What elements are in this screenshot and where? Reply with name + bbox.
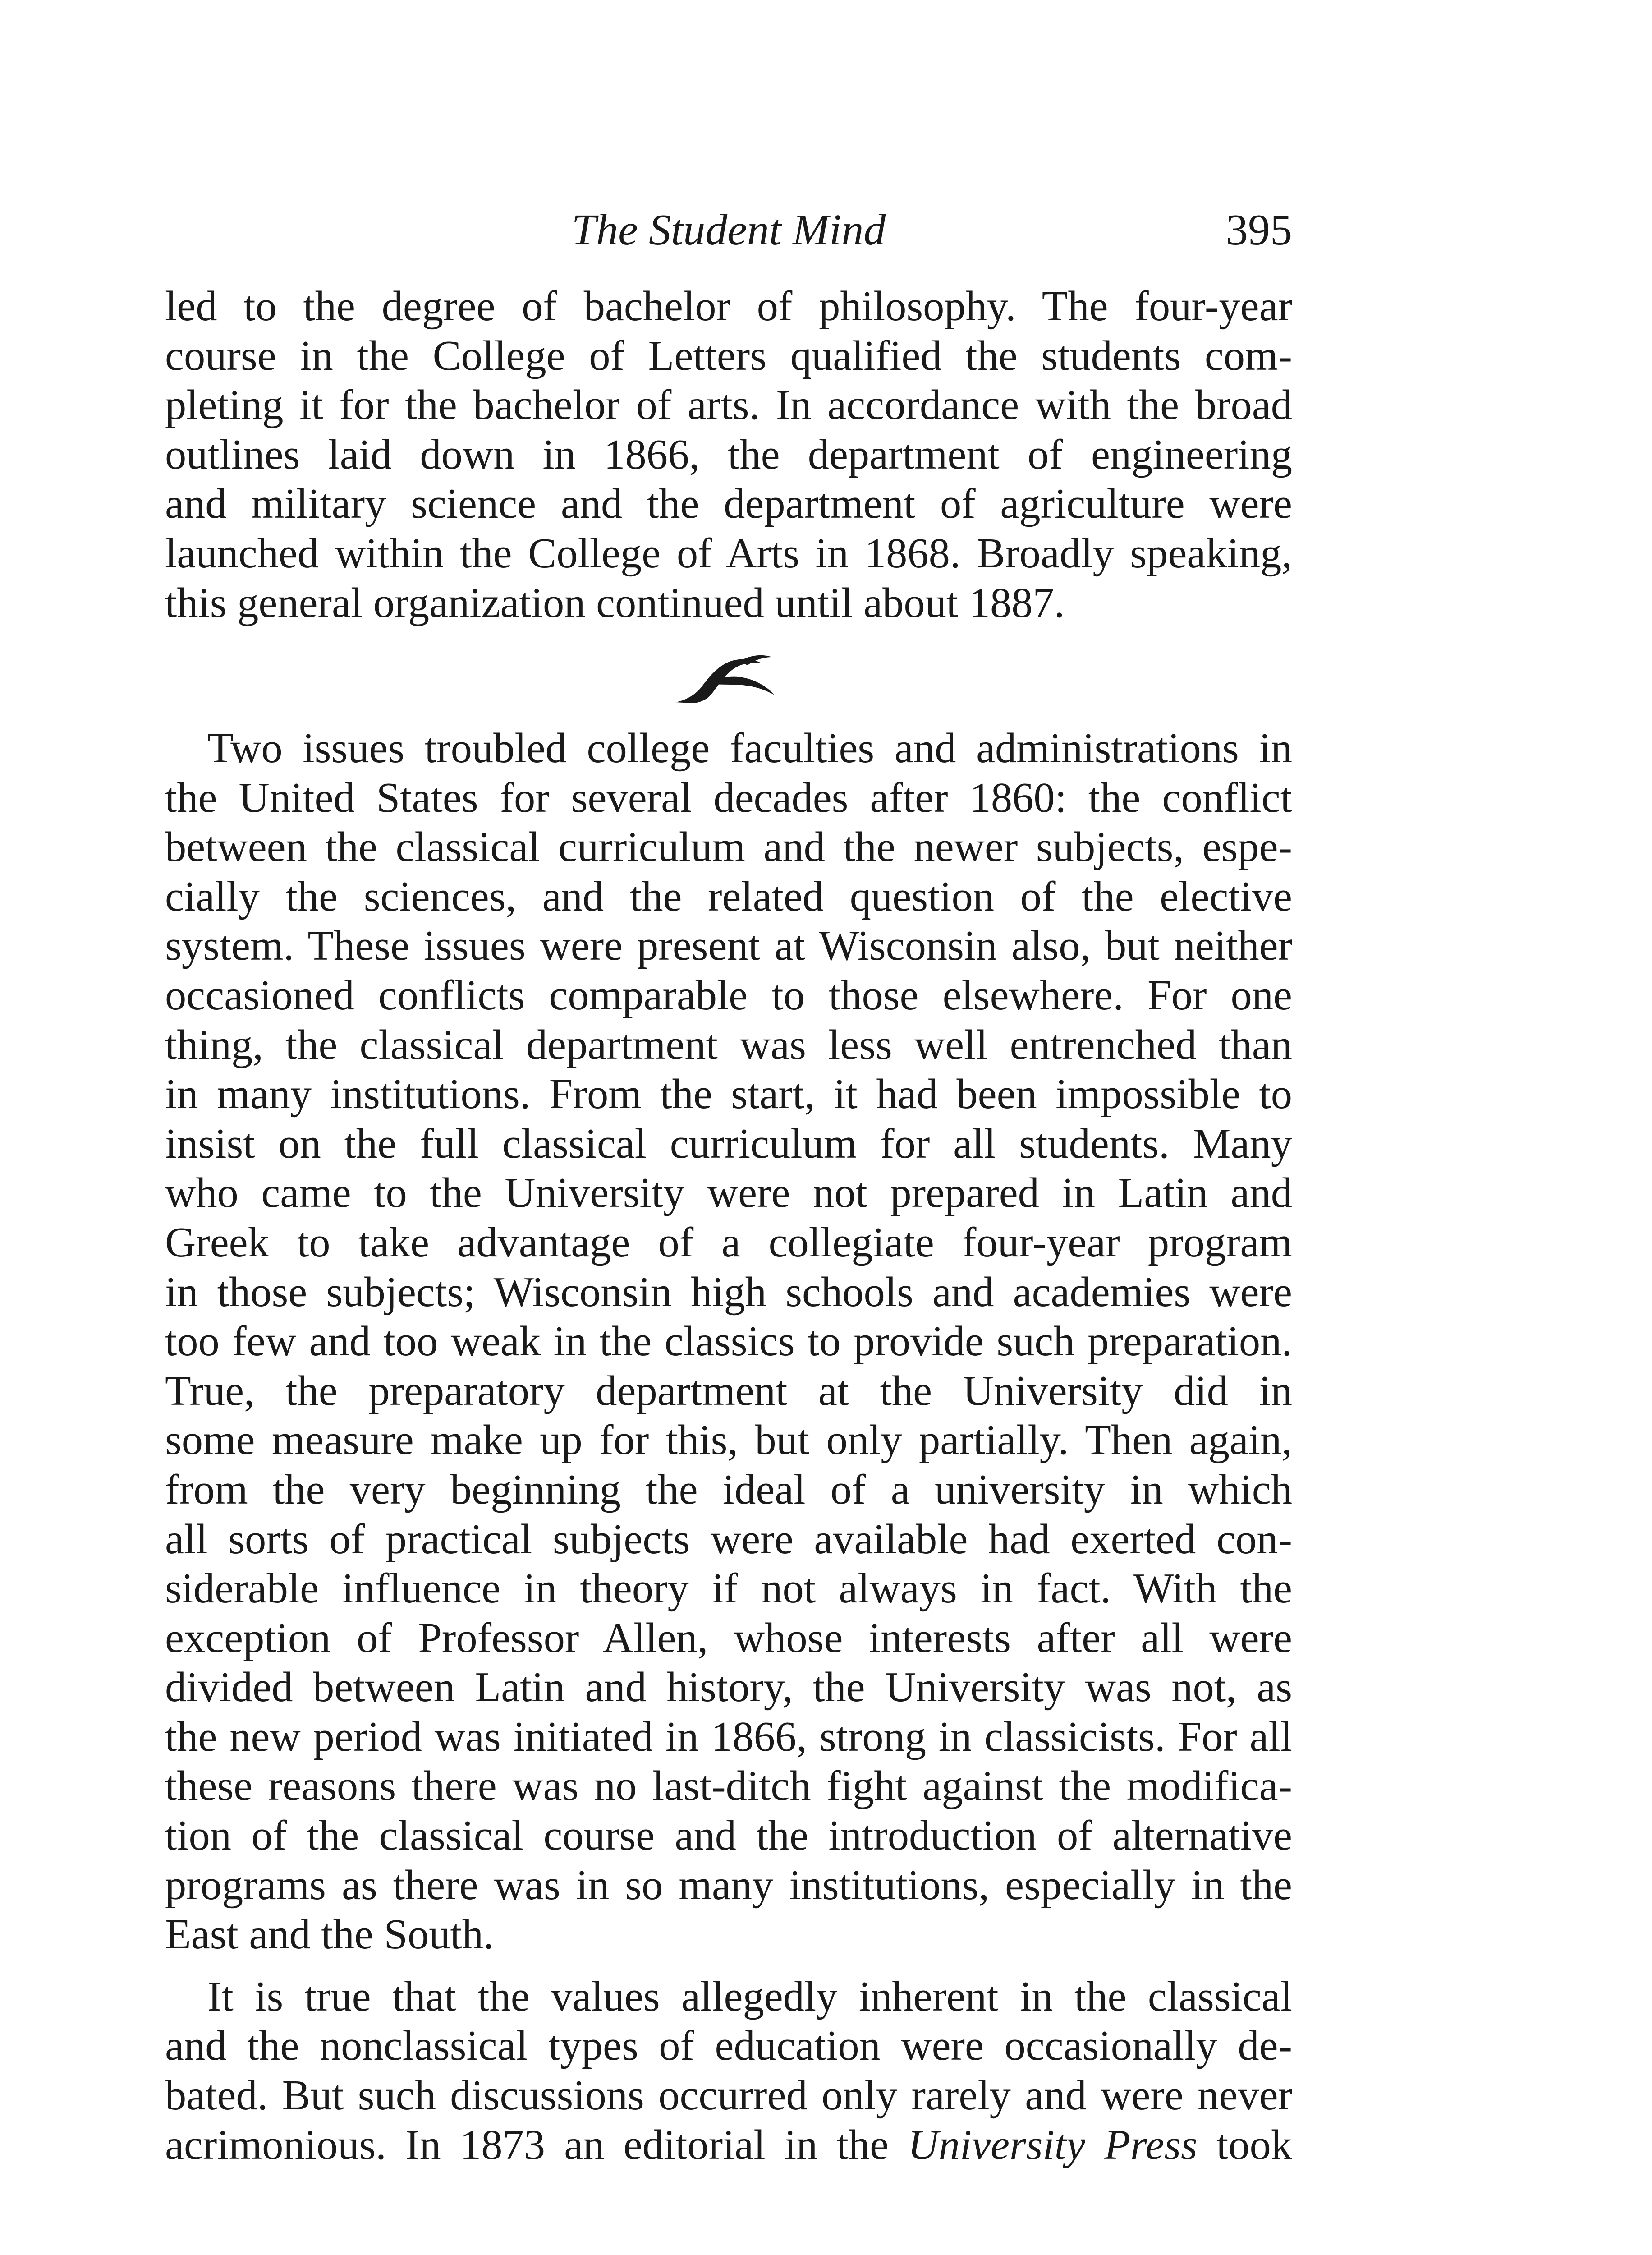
text-line: Two issues troubled college faculties and administrations in: [207, 725, 1292, 772]
text-line: this general organization continued until about 1887.: [165, 579, 1065, 626]
text-line: exception of Professor Allen, whose interests after all were: [165, 1614, 1292, 1661]
page-number: 395: [1226, 206, 1292, 254]
text-line: bated. But such discussions occurred only rarely and were never: [165, 2072, 1292, 2119]
running-head: [165, 198, 1292, 262]
text-line: outlines laid down in 1866, the department of engineering: [165, 431, 1292, 478]
continued-paragraph: [165, 282, 1292, 628]
paragraph: [165, 724, 1292, 1960]
text-line: all sorts of practical subjects were available had exerted con-: [165, 1515, 1292, 1563]
text-run: took: [1197, 2121, 1292, 2168]
text-line: cially the sciences, and the related question of the elective: [165, 873, 1292, 920]
italic-publication-title: University Press: [908, 2121, 1198, 2168]
main-text-block: [165, 724, 1292, 2170]
text-line: divided between Latin and history, the University was not, as: [165, 1664, 1292, 1711]
text-line: tion of the classical course and the introduction of alternative: [165, 1812, 1292, 1859]
text-line: who came to the University were not prepared in Latin and: [165, 1169, 1292, 1217]
text-line: the new period was initiated in 1866, strong in classicists. For all: [165, 1713, 1292, 1760]
text-line: from the very beginning the ideal of a university in which: [165, 1466, 1292, 1513]
fleuron-ornament-icon: [672, 652, 780, 706]
text-line: in those subjects; Wisconsin high schools and academies were: [165, 1268, 1292, 1316]
text-line: the United States for several decades after 1860: the conflict: [165, 774, 1292, 821]
text-line: in many institutions. From the start, it had been impossible to: [165, 1071, 1292, 1118]
text-line: pleting it for the bachelor of arts. In accordance with the broad: [165, 382, 1292, 429]
text-line: and military science and the department of agriculture were: [165, 480, 1292, 528]
text-line: thing, the classical department was less well entrenched than: [165, 1021, 1292, 1068]
text-line: these reasons there was no last-ditch fight against the modifica-: [165, 1763, 1292, 1810]
text-line: occasioned conflicts comparable to those elsewhere. For one: [165, 971, 1292, 1019]
text-line: too few and too weak in the classics to provide such preparation.: [165, 1318, 1292, 1365]
text-line: led to the degree of bachelor of philosophy. The four-year: [165, 283, 1292, 330]
text-line: Greek to take advantage of a collegiate four-year program: [165, 1219, 1292, 1266]
text-line: course in the College of Letters qualified the students com-: [165, 332, 1292, 379]
text-line: some measure make up for this, but only partially. Then again,: [165, 1417, 1292, 1464]
text-line: It is true that the values allegedly inherent in the classical: [207, 1973, 1292, 2020]
text-line: True, the preparatory department at the University did in: [165, 1367, 1292, 1414]
opening-text-block: [165, 282, 1292, 628]
text-line: between the classical curriculum and the newer subjects, espe-: [165, 824, 1292, 871]
text-line: siderable influence in theory if not always in fact. With the: [165, 1565, 1292, 1612]
text-line: launched within the College of Arts in 1868. Broadly speaking,: [165, 529, 1292, 577]
text-line: system. These issues were present at Wisconsin also, but neither: [165, 922, 1292, 970]
text-line-with-title: [165, 2121, 1292, 2170]
text-line: East and the South.: [165, 1911, 494, 1958]
paragraph: [165, 1972, 1292, 2170]
text-line: programs as there was in so many institutions, especially in the: [165, 1861, 1292, 1909]
text-run: acrimonious. In 1873 an editorial in the: [165, 2121, 908, 2168]
running-title: The Student Mind: [571, 206, 886, 254]
text-line: insist on the full classical curriculum for all students. Many: [165, 1120, 1292, 1167]
text-line: and the nonclassical types of education were occasionally de-: [165, 2022, 1292, 2070]
